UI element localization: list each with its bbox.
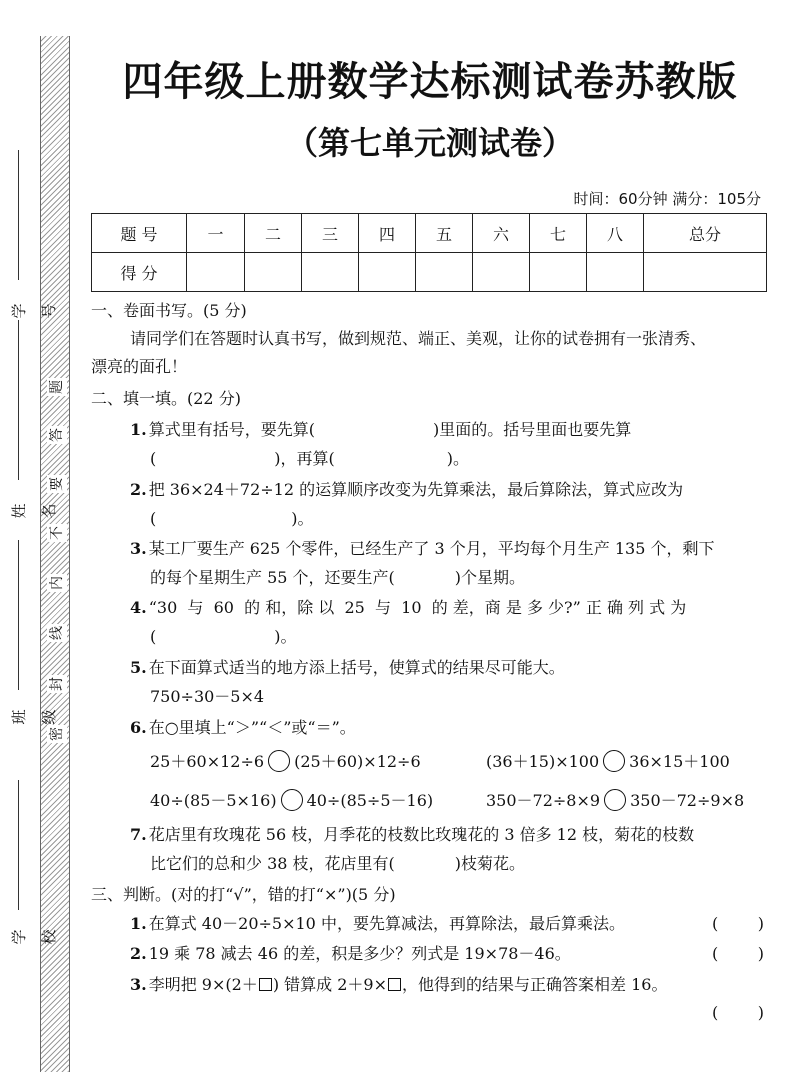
expression: 40÷(85－5×16) [150,791,277,810]
paren-open: ( [712,914,719,933]
score-table-header-cell: 七 [530,214,587,253]
question-number: 3. [130,539,147,558]
class-label: 班级 [10,709,58,725]
seal-char: 内 [49,576,65,590]
question-2-5 [130,656,565,680]
expression: 36×15＋100 [629,752,730,771]
paren-close: ) [757,914,764,933]
question-text: 算式里有括号，要先算( [148,420,315,439]
score-cell[interactable] [587,253,644,292]
judge-answer-paren[interactable] [712,942,764,966]
score-cell[interactable] [530,253,587,292]
binding-strip [0,0,80,1072]
school-label: 学校 [10,929,58,945]
score-cell[interactable] [416,253,473,292]
question-text: )。 [446,449,469,468]
question-number: 1. [130,420,147,439]
score-cell[interactable] [302,253,359,292]
page-subtitle: （第七单元测试卷） [285,124,574,162]
seal-char: 线 [49,626,65,640]
score-table-score-row [92,253,767,292]
question-text: 在算式 40－20÷5×10 中，要先算减法，再算除法，最后算乘法。 [148,914,625,933]
paren-open: ( [712,1003,719,1022]
seal-char: 答 [49,428,65,442]
paren-close: ) [757,944,764,963]
compare-row-1 [150,750,421,774]
question-2-7 [130,823,694,847]
question-2-1-cont [150,447,469,471]
question-text: 在下面算式适当的地方添上括号，使算式的结果尽可能大。 [148,658,565,677]
judge-answer-paren[interactable] [712,912,764,936]
question-text: 李明把 9×(2＋ [148,975,258,994]
question-text: ，他得到的结果与正确答案相差 16。 [402,975,668,994]
question-text: 某工厂要生产 625 个零件，已经生产了 3 个月，平均每个月生产 135 个，剩下 [148,539,715,558]
score-table-header-cell: 一 [187,214,245,253]
question-2-1 [130,418,631,442]
question-2-4 [130,596,686,620]
score-table-header-cell: 总分 [644,214,767,253]
class-line [18,540,19,690]
question-text: ) 错算成 2＋9× [272,975,387,994]
score-table-header-row [92,214,767,253]
question-number: 1. [130,914,147,933]
seal-line-hatch [40,36,70,1072]
section-1-heading: 一、卷面书写。(5 分) [91,301,247,320]
score-row-label: 得 分 [92,253,187,292]
score-table-header-cell: 题 号 [92,214,187,253]
student-number-line [18,150,19,280]
question-text: 比它们的总和少 38 枝，花店里有( [150,854,395,873]
question-number: 6. [130,718,147,737]
score-table-header-cell: 三 [302,214,359,253]
question-text: )枝菊花。 [454,854,526,873]
section-1-text: 漂亮的面孔！ [91,357,188,376]
paren-close: ) [757,1003,764,1022]
question-2-2 [130,478,683,502]
question-text: )个星期。 [454,568,526,587]
question-text: 的每个星期生产 55 个，还要生产( [150,568,395,587]
question-2-4-cont [150,625,297,649]
expression: 350－72÷8×9 [486,791,601,810]
question-text: 把 36×24＋72÷12 的运算顺序改变为先算乘法，最后算除法，算式应改为 [148,480,684,499]
compare-row-2 [150,789,433,813]
student-number-label: 学号 [10,303,58,319]
section-3-heading: 三、判断。(对的打“√”，错的打“×”)(5 分) [91,885,396,904]
seal-char: 封 [49,677,65,691]
name-line [18,320,19,480]
expression: 40÷(85÷5－16) [306,791,434,810]
compare-circle[interactable] [281,789,303,811]
question-2-3 [130,537,714,561]
question-number: 7. [130,825,147,844]
score-table-header-cell: 五 [416,214,473,253]
expression: (36＋15)×100 [486,752,600,771]
section-1-text: 请同学们在答题时认真书写，做到规范、端正、美观，让你的试卷拥有一张清秀、 [130,329,707,348]
question-text: 19 乘 78 减去 46 的差，积是多少？列式是 19×78－46。 [148,944,571,963]
question-2-5-expression: 750÷30－5×4 [150,687,265,706]
compare-circle[interactable] [603,750,625,772]
score-table-header-cell: 四 [359,214,416,253]
score-table [91,213,767,292]
score-table-header-cell: 八 [587,214,644,253]
question-3-2 [130,942,571,966]
question-number: 4. [130,598,147,617]
expression: (25＋60)×12÷6 [294,752,421,771]
box-symbol [259,978,272,991]
score-cell[interactable] [245,253,302,292]
seal-char: 题 [49,380,65,394]
question-text: ( [150,449,157,468]
compare-circle[interactable] [604,789,626,811]
section-2-heading: 二、填一填。(22 分) [91,389,241,408]
expression: 350－72÷9×8 [630,791,745,810]
seal-char: 密 [49,727,65,741]
score-table-header-cell: 六 [473,214,530,253]
question-text: )。 [291,509,314,528]
compare-circle[interactable] [268,750,290,772]
score-cell[interactable] [359,253,416,292]
question-text: ( [150,627,157,646]
question-number: 3. [130,975,147,994]
box-symbol [388,978,401,991]
seal-char: 不 [49,526,65,540]
question-3-3 [130,973,667,997]
score-cell[interactable] [187,253,245,292]
compare-row-2-right [486,789,744,813]
question-2-7-cont [150,852,525,876]
question-2-2-cont [150,507,314,531]
seal-char: 要 [49,477,65,491]
score-table-header-cell: 二 [245,214,302,253]
paren-open: ( [712,944,719,963]
question-number: 2. [130,480,147,499]
time-info: 时间：60分钟 满分：105分 [573,190,761,208]
question-text: )，再算( [274,449,335,468]
school-line [18,780,19,910]
compare-row-1-right [486,750,730,774]
question-text: 花店里有玫瑰花 56 枝，月季花的枝数比玫瑰花的 3 倍多 12 枝，菊花的枝数 [148,825,695,844]
score-cell[interactable] [473,253,530,292]
name-label: 姓名 [10,503,58,519]
question-number: 2. [130,944,147,963]
question-number: 5. [130,658,147,677]
question-2-6 [130,716,356,740]
question-text: ( [150,509,157,528]
question-text: )。 [274,627,297,646]
total-score-cell[interactable] [644,253,767,292]
judge-answer-paren[interactable] [712,1001,764,1025]
question-3-1 [130,912,625,936]
question-2-3-cont [150,566,525,590]
question-text: )里面的。括号里面也要先算 [432,420,632,439]
question-text: “30 与 60 的 和，除 以 25 与 10 的 差，商 是 多 少?” 正 确 列 式 为 [148,598,687,617]
question-text: 在○里填上“＞”“＜”或“＝”。 [148,718,356,737]
expression: 25＋60×12÷6 [150,752,265,771]
page-title: 四年级上册数学达标测试卷苏教版 [122,59,738,105]
